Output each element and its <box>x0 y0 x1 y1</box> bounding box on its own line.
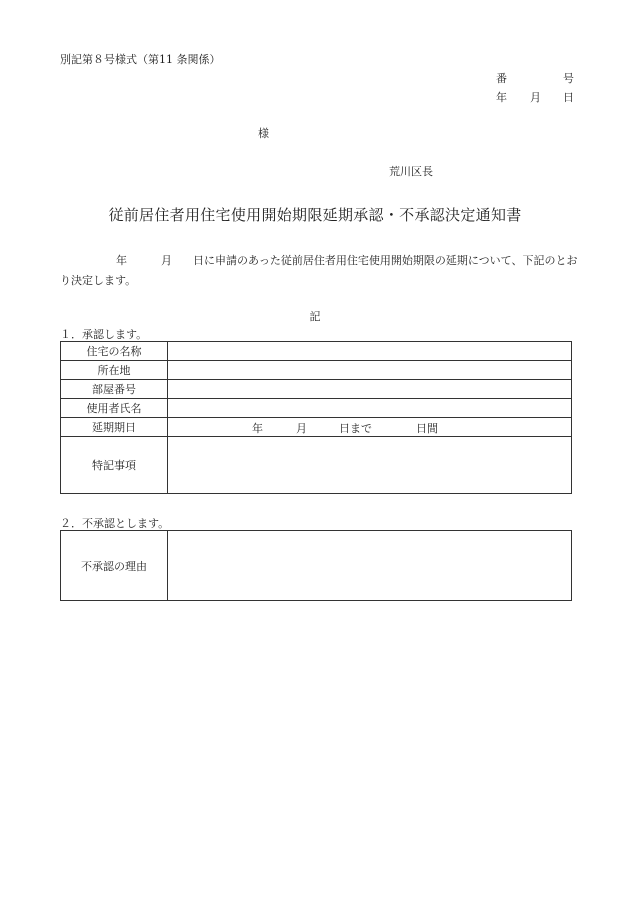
table-row <box>61 380 572 399</box>
period-month: 月 <box>296 422 307 435</box>
date-year-label: 年 <box>496 91 507 104</box>
table-row <box>61 418 572 437</box>
row-label-room-number: 部屋番号 <box>61 380 168 399</box>
form-reference: 別記第８号様式（第11 条関係） <box>60 53 221 66</box>
extension-date-field[interactable] <box>168 418 572 437</box>
table-row <box>61 361 572 380</box>
row-label-location: 所在地 <box>61 361 168 380</box>
table-row <box>61 342 572 361</box>
room-number-field[interactable] <box>168 380 572 399</box>
user-name-field[interactable] <box>168 399 572 418</box>
document-number-suffix: 号 <box>563 72 574 85</box>
period-until: 日まで <box>339 422 372 435</box>
period-year: 年 <box>252 422 263 435</box>
table-row <box>61 531 572 601</box>
approval-table <box>60 341 572 494</box>
row-label-rejection-reason: 不承認の理由 <box>61 531 168 601</box>
period-days: 日間 <box>416 422 438 435</box>
housing-name-field[interactable] <box>168 342 572 361</box>
row-label-special-notes: 特記事項 <box>61 437 168 494</box>
addressee-honorific: 様 <box>258 127 269 140</box>
section-approve-heading: １．承認します。 <box>60 328 148 341</box>
body-text-line-2: り決定します。 <box>60 274 137 287</box>
document-title: 従前居住者用住宅使用開始期限延期承認・不承認決定通知書 <box>108 206 522 224</box>
location-field[interactable] <box>168 361 572 380</box>
date-month-label: 月 <box>530 91 541 104</box>
table-row <box>61 399 572 418</box>
date-day-label: 日 <box>563 91 574 104</box>
row-label-user-name: 使用者氏名 <box>61 399 168 418</box>
section-reject-heading: ２．不承認とします。 <box>60 517 170 530</box>
special-notes-field[interactable] <box>168 437 572 494</box>
body-text-line-1 <box>60 252 577 268</box>
rejection-table <box>60 530 572 601</box>
row-label-extension-date: 延期期日 <box>61 418 168 437</box>
body-month: 月 <box>161 254 172 267</box>
document-number-label: 番 <box>496 72 507 85</box>
ki-marker: 記 <box>309 310 321 323</box>
row-label-housing-name: 住宅の名称 <box>61 342 168 361</box>
sender-name: 荒川区長 <box>389 165 433 178</box>
rejection-reason-field[interactable] <box>168 531 572 601</box>
body-text-rest: 日に申請のあった従前居住者用住宅使用開始期限の延期について、下記のとお <box>193 254 578 267</box>
table-row <box>61 437 572 494</box>
body-year: 年 <box>116 254 127 267</box>
